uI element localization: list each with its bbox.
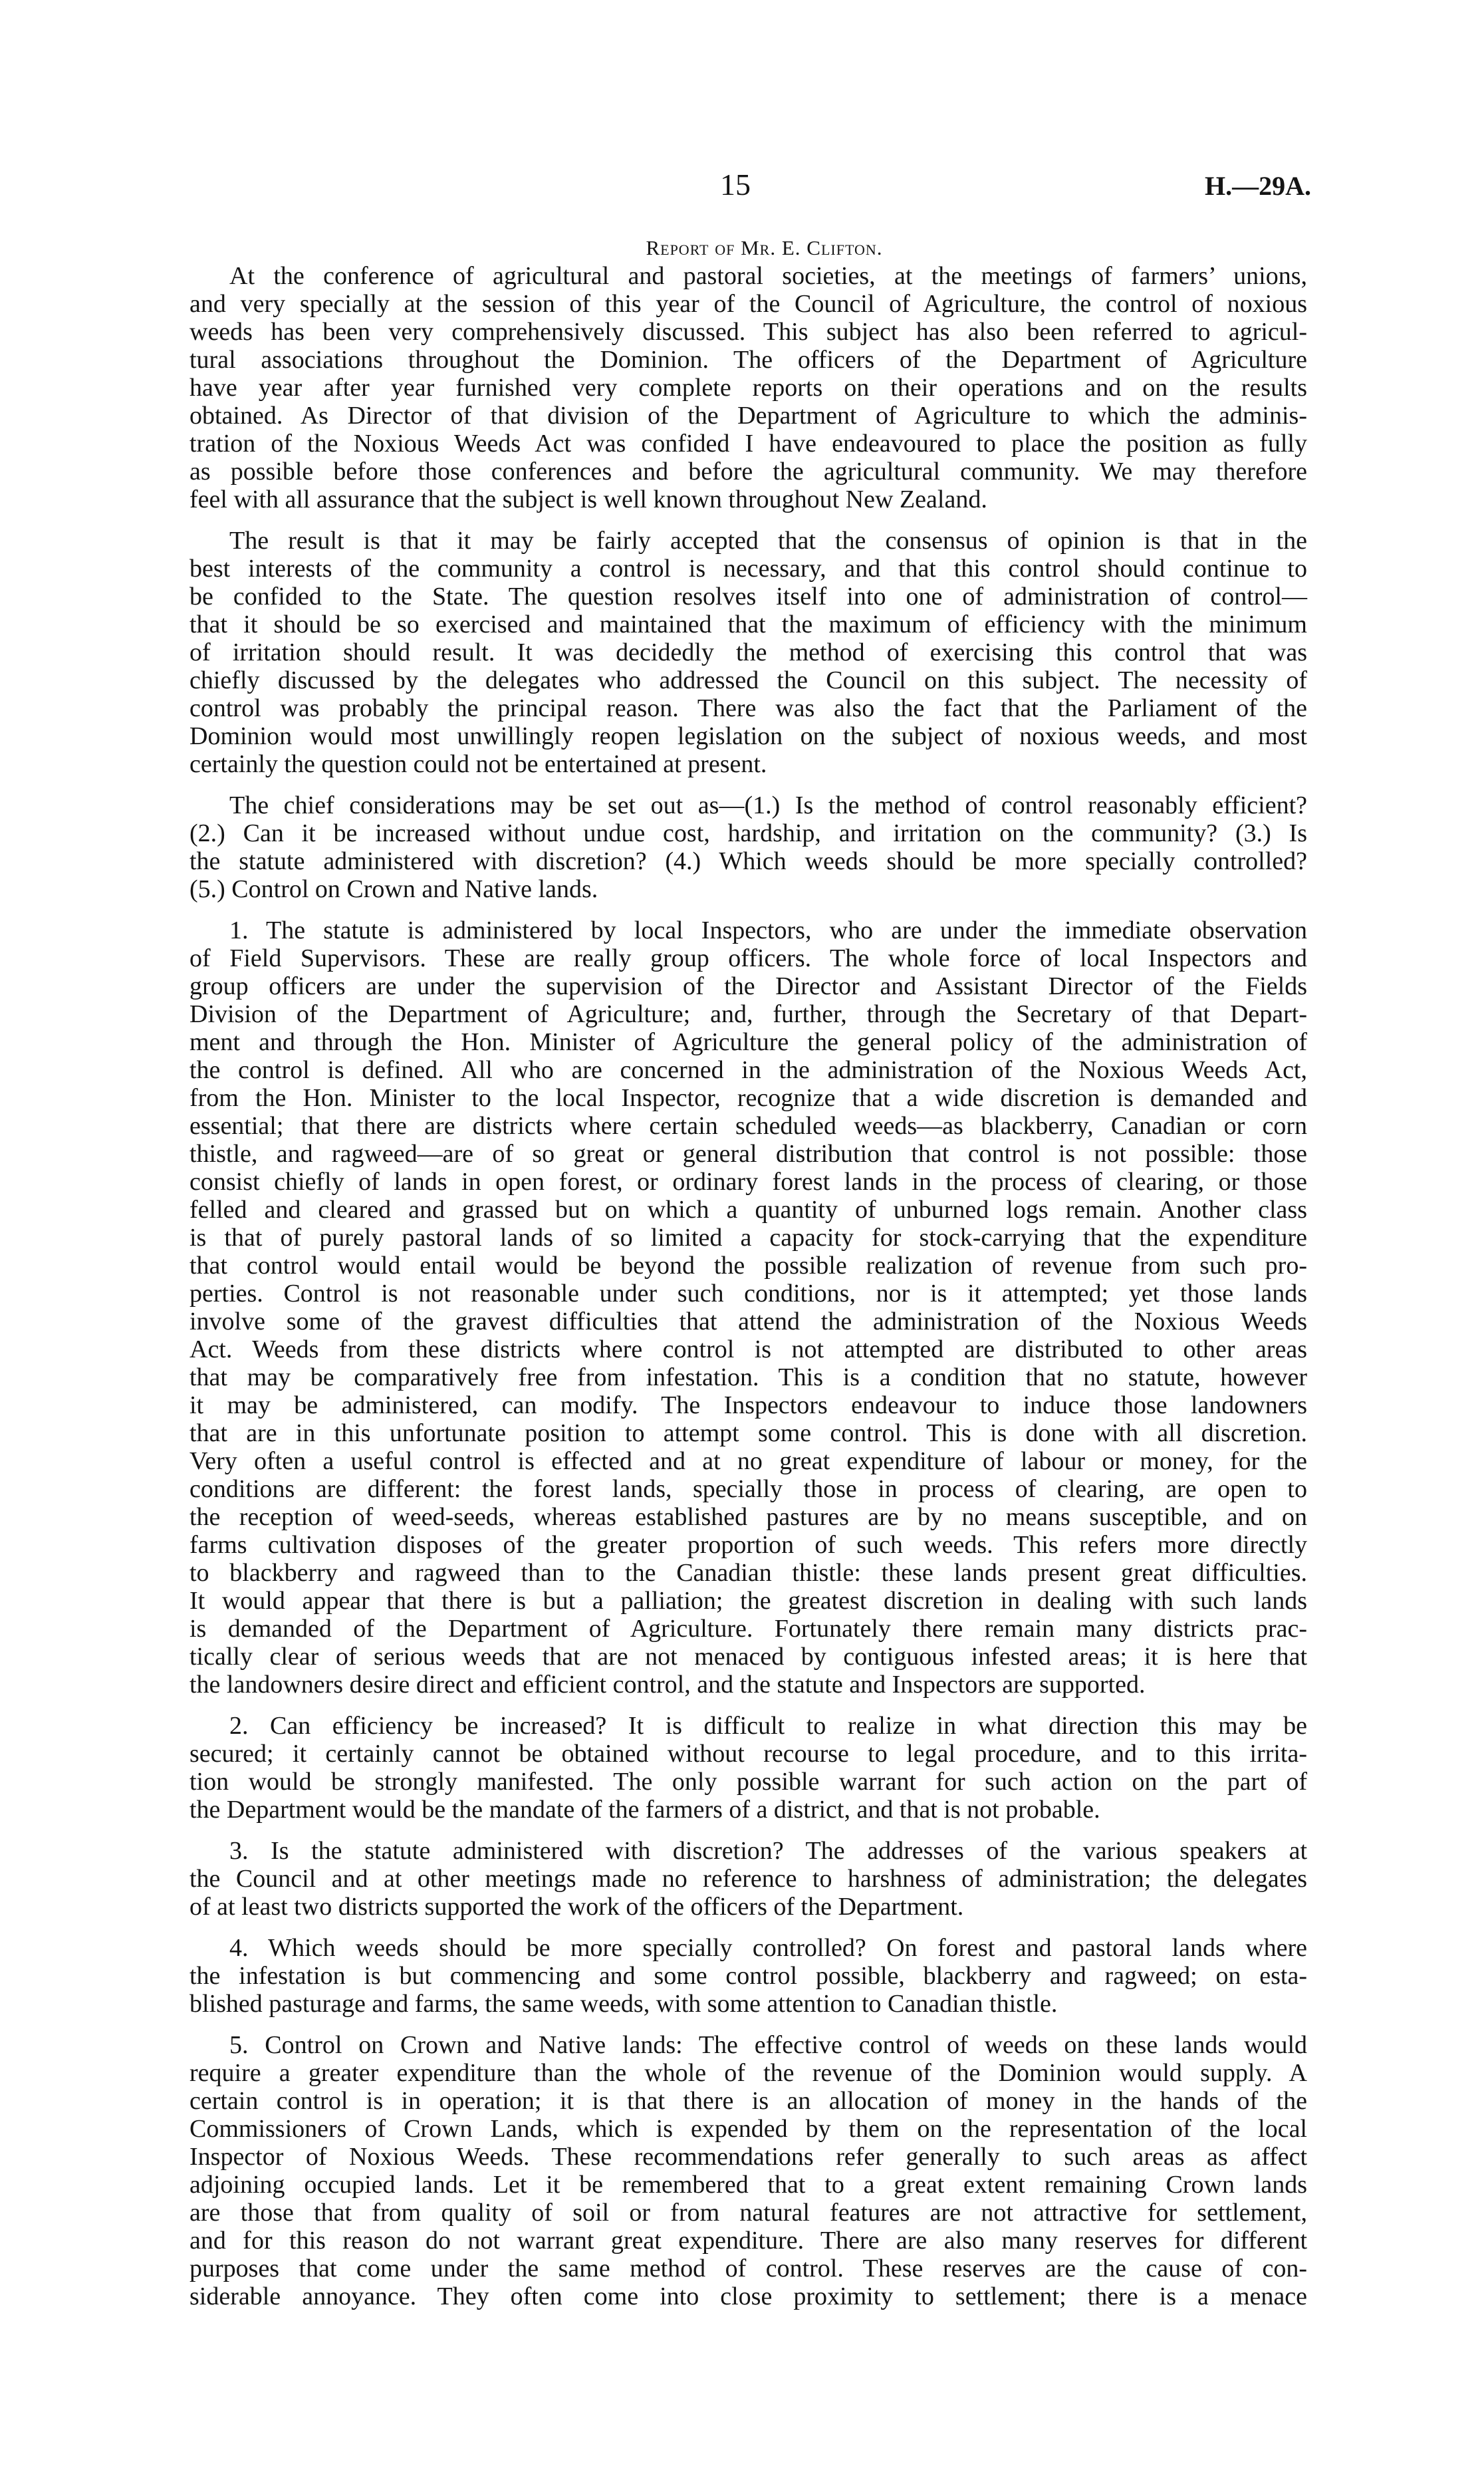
text-line: feel with all assurance that the subject is well known throughout New Zealand. xyxy=(189,485,987,513)
text-line: tically clear of serious weeds that are not menaced by contiguous infested areas; it is here that xyxy=(189,1643,1307,1671)
text-line: felled and cleared and grassed but on which a quantity of unburned logs remain. Another class xyxy=(189,1196,1307,1224)
text-line: control was probably the principal reason. There was also the fact that the Parliament of the xyxy=(189,694,1307,722)
text-line: and very specially at the session of this year of the Council of Agriculture, the control of noxious xyxy=(189,290,1307,318)
text-line: require a greater expenditure than the whole of the revenue of the Dominion would supply. A xyxy=(189,2059,1307,2087)
text-line: purposes that come under the same method of control. These reserves are the cause of con- xyxy=(189,2255,1307,2282)
text-line: that it should be so exercised and maintained that the maximum of efficiency with the minimum xyxy=(189,611,1307,638)
text-line: the Council and at other meetings made no reference to harshness of administration; the delegates xyxy=(189,1865,1307,1893)
text-line: that are in this unfortunate position to attempt some control. This is done with all discretion. xyxy=(189,1419,1307,1447)
text-line: It would appear that there is but a palliation; the greatest discretion in dealing with such lands xyxy=(189,1587,1307,1615)
text-line: is demanded of the Department of Agriculture. Fortunately there remain many districts prac- xyxy=(189,1615,1307,1643)
text-line: Act. Weeds from these districts where control is not attempted are distributed to other areas xyxy=(189,1335,1307,1363)
text-line: ment and through the Hon. Minister of Agriculture the general policy of the administration of xyxy=(189,1028,1307,1056)
text-line: farms cultivation disposes of the greater proportion of such weeds. This refers more directly xyxy=(189,1531,1307,1559)
text-line: essential; that there are districts where certain scheduled weeds—as blackberry, Canadian or corn xyxy=(189,1112,1307,1140)
text-line: (2.) Can it be increased without undue cost, hardship, and irritation on the community? (3.) Is xyxy=(189,819,1307,847)
section-1-administration xyxy=(189,916,1307,1699)
text-line: 1. The statute is administered by local Inspectors, who are under the immediate observation xyxy=(229,916,1307,944)
text-line: tion would be strongly manifested. The only possible warrant for such action on the part of xyxy=(189,1768,1307,1796)
text-line: and for this reason do not warrant great expenditure. There are also many reserves for different xyxy=(189,2227,1307,2255)
text-line: 2. Can efficiency be increased? It is difficult to realize in what direction this may be xyxy=(229,1712,1307,1740)
text-line: consist chiefly of lands in open forest, or ordinary forest lands in the process of clearing, or those xyxy=(189,1168,1307,1196)
text-line: the statute administered with discretion? (4.) Which weeds should be more specially controlled? xyxy=(189,847,1307,875)
text-line: best interests of the community a control is necessary, and that this control should continue to xyxy=(189,555,1307,583)
text-line: At the conference of agricultural and pastoral societies, at the meetings of farmers’ unions, xyxy=(229,262,1307,290)
text-line: involve some of the gravest difficulties that attend the administration of the Noxious Weeds xyxy=(189,1308,1307,1335)
text-line: of irritation should result. It was decidedly the method of exercising this control that was xyxy=(189,638,1307,666)
text-line: adjoining occupied lands. Let it be remembered that to a great extent remaining Crown lands xyxy=(189,2171,1307,2199)
text-line: certainly the question could not be entertained at present. xyxy=(189,750,767,778)
text-line: The result is that it may be fairly accepted that the consensus of opinion is that in the xyxy=(229,527,1307,555)
text-line: that control would entail would be beyond the possible realization of revenue from such pro- xyxy=(189,1252,1307,1280)
text-line: thistle, and ragweed—are of so great or general distribution that control is not possible: those xyxy=(189,1140,1307,1168)
text-line: the infestation is but commencing and some control possible, blackberry and ragweed; on esta- xyxy=(189,1962,1307,1990)
report-body xyxy=(189,262,1307,2324)
text-line: to blackberry and ragweed than to the Canadian thistle: these lands present great difficulties. xyxy=(189,1559,1307,1587)
text-line: certain control is in operation; it is that there is an allocation of money in the hands of the xyxy=(189,2087,1307,2115)
section-5-crown-native-lands xyxy=(189,2031,1307,2310)
text-line: group officers are under the supervision of the Director and Assistant Director of the Fields xyxy=(189,972,1307,1000)
section-2-efficiency xyxy=(189,1712,1307,1824)
paragraph-consensus xyxy=(189,527,1307,778)
text-line: of at least two districts supported the work of the officers of the Department. xyxy=(189,1893,964,1921)
text-line: 4. Which weeds should be more specially controlled? On forest and pastoral lands where xyxy=(229,1934,1307,1962)
text-line: have year after year furnished very complete reports on their operations and on the results xyxy=(189,374,1307,402)
text-line: tural associations throughout the Dominion. The officers of the Department of Agriculture xyxy=(189,346,1307,374)
section-3-discretion xyxy=(189,1837,1307,1921)
text-line: conditions are different: the forest lands, specially those in process of clearing, are open to xyxy=(189,1475,1307,1503)
section-4-weeds xyxy=(189,1934,1307,2018)
text-line: perties. Control is not reasonable under such conditions, nor is it attempted; yet those lands xyxy=(189,1280,1307,1308)
text-line: Inspector of Noxious Weeds. These recommendations refer generally to such areas as affect xyxy=(189,2143,1307,2171)
text-line: Commissioners of Crown Lands, which is expended by them on the representation of the local xyxy=(189,2115,1307,2143)
text-line: The chief considerations may be set out as—(1.) Is the method of control reasonably efficient? xyxy=(229,791,1307,819)
text-line: it may be administered, can modify. The Inspectors endeavour to induce those landowners xyxy=(189,1391,1307,1419)
paragraph-considerations xyxy=(189,791,1307,903)
text-line: weeds has been very comprehensively discussed. This subject has also been referred to agricul- xyxy=(189,318,1307,346)
text-line: blished pasturage and farms, the same weeds, with some attention to Canadian thistle. xyxy=(189,1990,1058,2018)
text-line: the landowners desire direct and efficient control, and the statute and Inspectors are supported. xyxy=(189,1671,1146,1699)
text-line: Division of the Department of Agriculture; and, further, through the Secretary of that Depart- xyxy=(189,1000,1307,1028)
text-line: of Field Supervisors. These are really group officers. The whole force of local Inspectors and xyxy=(189,944,1307,972)
text-line: secured; it certainly cannot be obtained without recourse to legal procedure, and to this irrita- xyxy=(189,1740,1307,1768)
text-line: be confided to the State. The question resolves itself into one of administration of control— xyxy=(189,583,1307,611)
text-line: tration of the Noxious Weeds Act was confided I have endeavoured to place the position as fully xyxy=(189,430,1307,458)
report-title: Report of Mr. E. Clifton. xyxy=(646,236,883,259)
text-line: obtained. As Director of that division of the Department of Agriculture to which the adminis- xyxy=(189,402,1307,430)
text-line: Dominion would most unwillingly reopen legislation on the subject of noxious weeds, and most xyxy=(189,722,1307,750)
text-line: the control is defined. All who are concerned in the administration of the Noxious Weeds Act, xyxy=(189,1056,1307,1084)
paragraph-introduction xyxy=(189,262,1307,513)
page-number: 15 xyxy=(720,168,751,202)
document-reference: H.—29A. xyxy=(1205,171,1311,201)
text-line: is that of purely pastoral lands of so limited a capacity for stock-carrying that the expenditure xyxy=(189,1224,1307,1252)
text-line: 3. Is the statute administered with discretion? The addresses of the various speakers at xyxy=(229,1837,1307,1865)
text-line: siderable annoyance. They often come into close proximity to settlement; there is a menace xyxy=(189,2282,1307,2310)
text-line: from the Hon. Minister to the local Inspector, recognize that a wide discretion is demanded and xyxy=(189,1084,1307,1112)
text-line: (5.) Control on Crown and Native lands. xyxy=(189,875,598,903)
text-line: the Department would be the mandate of the farmers of a district, and that is not probable. xyxy=(189,1796,1100,1824)
text-line: are those that from quality of soil or from natural features are not attractive for settlement, xyxy=(189,2199,1307,2227)
text-line: 5. Control on Crown and Native lands: The effective control of weeds on these lands would xyxy=(229,2031,1307,2059)
text-line: the reception of weed-seeds, whereas established pastures are by no means susceptible, and on xyxy=(189,1503,1307,1531)
text-line: that may be comparatively free from infestation. This is a condition that no statute, however xyxy=(189,1363,1307,1391)
text-line: Very often a useful control is effected and at no great expenditure of labour or money, for the xyxy=(189,1447,1307,1475)
text-line: as possible before those conferences and before the agricultural community. We may therefore xyxy=(189,458,1307,485)
text-line: chiefly discussed by the delegates who addressed the Council on this subject. The necessity of xyxy=(189,666,1307,694)
